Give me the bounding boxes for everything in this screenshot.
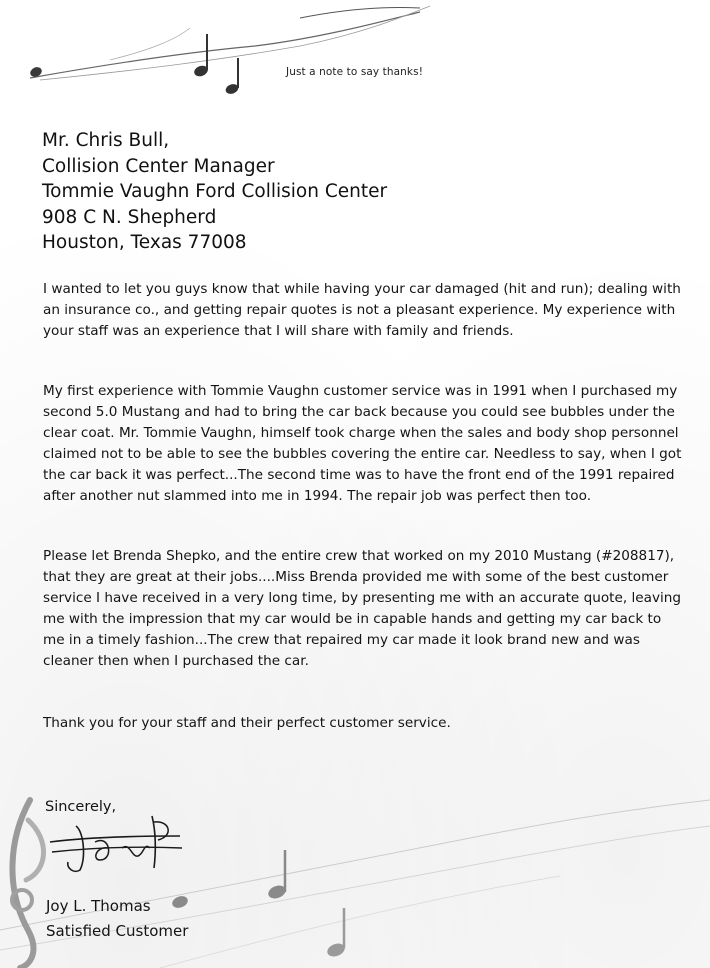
body-paragraph: Please let Brenda Shepko, and the entire crew that worked on my 2010 Mustang (#208817), that they are great at their jobs....Miss Brenda provided me with some of the best customer service I have received in a very long time, by presenting me with an accurate quote, leaving me with the impression that my car would be in capable hands and getting my car back to me in a timely fashion...The crew that repaired my car made it look brand new and was cleaner then when I purchased the car. <box>43 548 682 669</box>
body-paragraph: My first experience with Tommie Vaughn customer service was in 1991 when I purchased my second 5.0 Mustang and had to bring the car back because you could see bubbles under the clear coat. Mr. Tommie Vaughn, himself took charge when the sales and body shop personnel claimed not to be able to see the bubbles covering the entire car. Needless to say, when I got the car back it was perfect...The second time was to have the front end of the 1991 repaired after another nut slammed into me in 1994. The repair job was perfect then too. <box>43 383 682 504</box>
signer-name: Joy L. Thomas <box>46 897 151 915</box>
body-paragraph: I wanted to let you guys know that while having your car damaged (hit and run); dealing with an insurance co., and getting repair quotes is not a pleasant experience. My experience with your staff was an experience that I will share with family and friends. <box>43 281 681 339</box>
swoosh-line <box>300 7 420 18</box>
recipient-name: Mr. Chris Bull, <box>42 130 170 151</box>
recipient-street: 908 C N. Shepherd <box>42 206 217 228</box>
body-paragraph: Thank you for your staff and their perfect customer service. <box>43 715 451 731</box>
recipient-title: Collision Center Manager <box>42 155 275 177</box>
music-note-icon <box>224 58 239 96</box>
handwritten-signature <box>40 812 190 882</box>
closing-salutation: Sincerely, <box>45 799 117 815</box>
music-note-icon <box>193 34 210 78</box>
music-note-icon <box>29 65 44 78</box>
music-note-icon <box>171 894 190 910</box>
treble-clef-icon <box>12 800 44 968</box>
swoosh-line <box>110 28 190 60</box>
music-note-icon <box>266 850 287 901</box>
recipient-company: Tommie Vaughn Ford Collision Center <box>42 181 388 202</box>
swoosh-line <box>160 876 560 968</box>
recipient-address-block <box>42 128 387 256</box>
music-note-icon <box>325 908 346 959</box>
top-ornament <box>0 0 710 110</box>
recipient-city: Houston, Texas 77008 <box>42 232 247 253</box>
tagline: Just a note to say thanks! <box>286 66 423 78</box>
signer-title: Satisfied Customer <box>46 922 189 940</box>
